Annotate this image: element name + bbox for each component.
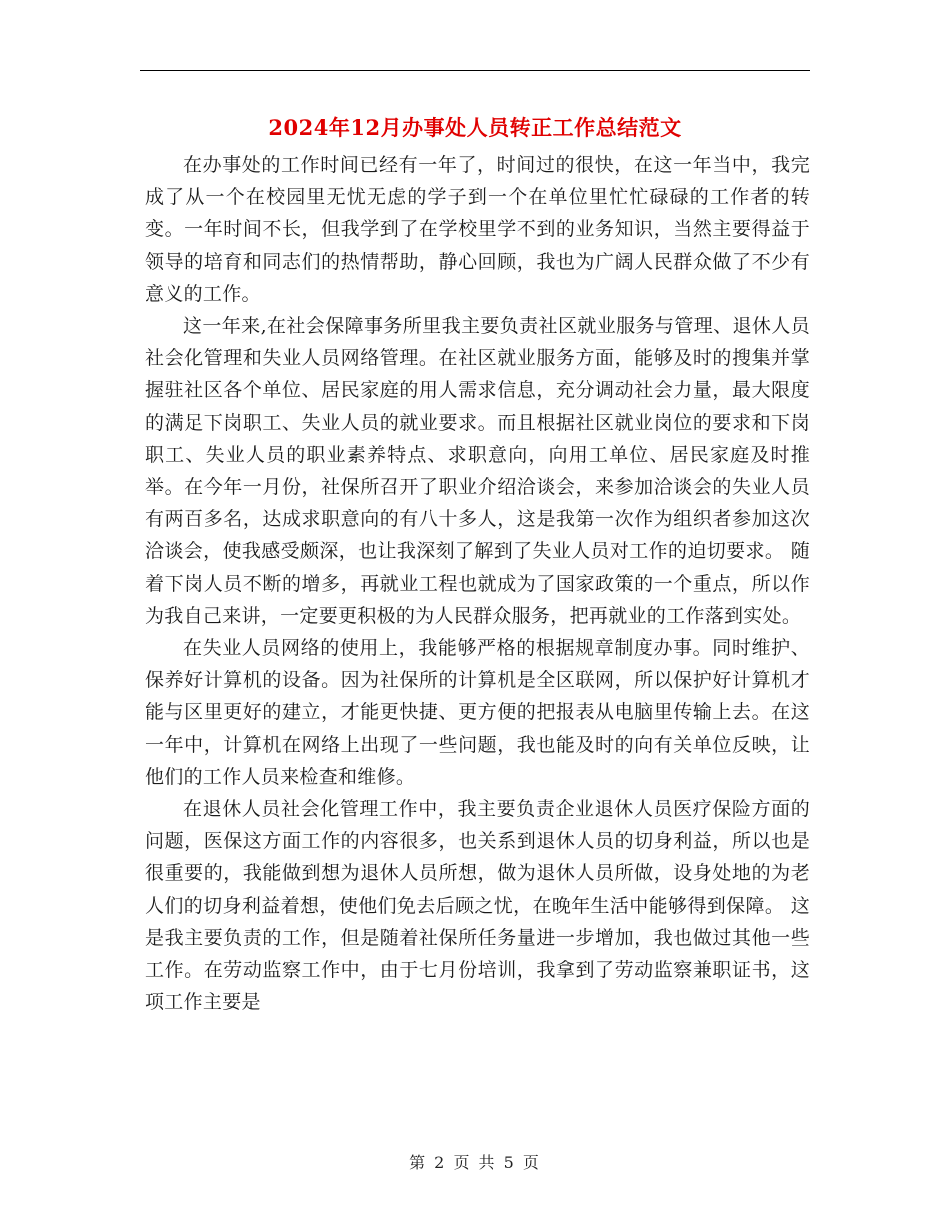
paragraph-4: 在退休人员社会化管理工作中，我主要负责企业退休人员医疗保险方面的问题，医保这方面工作的内容很多，也关系到退休人员的切身利益，所以也是很重要的，我能做到想为退休人员所想，做为退休人员所做，设身处地的为老人们的切身利益着想，使他们免去后顾之忧，在晚年生活中能够得到保障。 这是我主要负责的工作，但是随着社保所任务量进一步增加，我也做过其他一些工作。在劳动监察工作中，由于七月份培训，我拿到了劳动监察兼职证书，这项工作主要是	[145, 798, 810, 1014]
page-number: 第 2 页 共 5 页	[409, 1153, 541, 1172]
document-title: 2024年12月办事处人员转正工作总结范文	[268, 115, 682, 140]
document-body	[145, 149, 810, 1018]
header-rule	[140, 70, 810, 71]
paragraph-2: 这一年来,在社会保障事务所里我主要负责社区就业服务与管理、退休人员社会化管理和失业人员网络管理。在社区就业服务方面，能够及时的搜集并掌握驻社区各个单位、居民家庭的用人需求信息，充分调动社会力量，最大限度的满足下岗职工、失业人员的就业要求。而且根据社区就业岗位的要求和下岗职工、失业人员的职业素养特点、求职意向，向用工单位、居民家庭及时推举。在今年一月份，社保所召开了职业介绍洽谈会，来参加洽谈会的失业人员有两百多名，达成求职意向的有八十多人，这是我第一次作为组织者参加这次洽谈会，使我感受颇深，也让我深刻了解到了失业人员对工作的迫切要求。 随着下岗人员不断的增多，再就业工程也就成为了国家政策的一个重点，所以作为我自己来讲，一定要更积极的为人民群众服务，把再就业的工作落到实处。	[145, 315, 810, 627]
paragraph-1: 在办事处的工作时间已经有一年了，时间过的很快，在这一年当中，我完成了从一个在校园里无忧无虑的学子到一个在单位里忙忙碌碌的工作者的转变。一年时间不长，但我学到了在学校里学不到的业务知识，当然主要得益于领导的培育和同志们的热情帮助，静心回顾，我也为广阔人民群众做了不少有意义的工作。	[145, 154, 810, 305]
paragraph-3: 在失业人员网络的使用上，我能够严格的根据规章制度办事。同时维护、保养好计算机的设备。因为社保所的计算机是全区联网，所以保护好计算机才能与区里更好的建立，才能更快捷、更方便的把报表从电脑里传输上去。在这一年中，计算机在网络上出现了一些问题，我也能及时的向有关单位反映，让他们的工作人员来检查和维修。	[145, 637, 810, 788]
